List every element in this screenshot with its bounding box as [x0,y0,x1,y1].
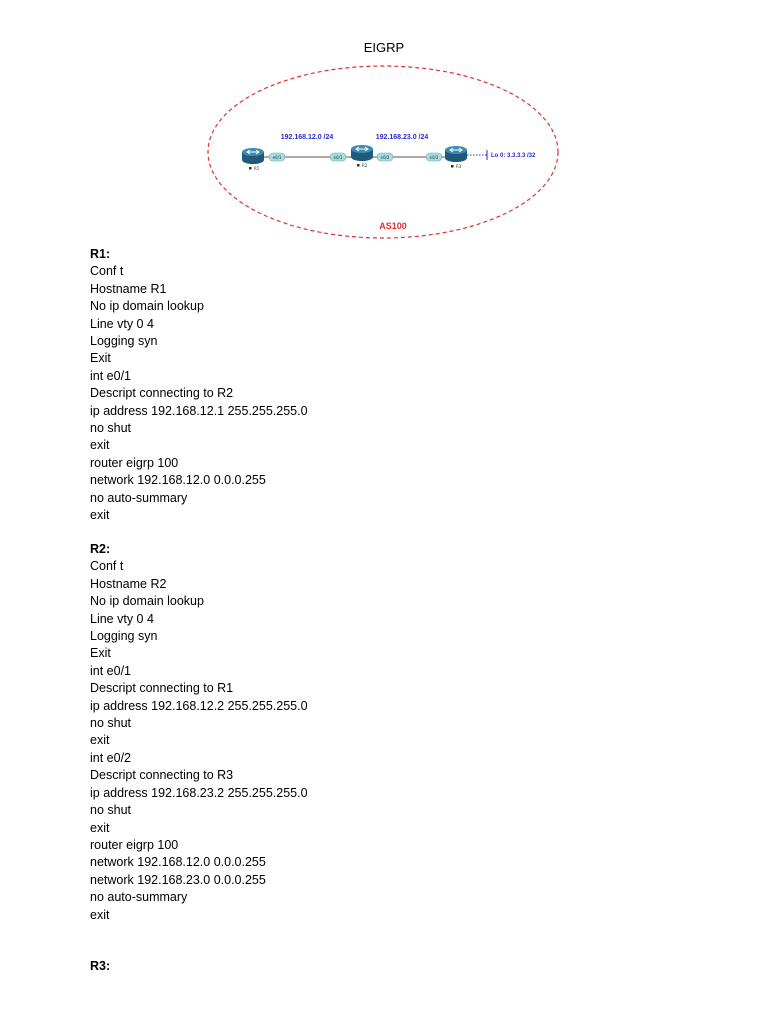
section-header-r3: R3: [90,959,111,973]
svg-text:e0/2: e0/2 [429,155,439,160]
config-line: Conf t [90,559,124,574]
router-r3-label [451,164,462,169]
config-line: exit [90,907,110,922]
r1-config-lines [90,263,590,524]
config-line: int e0/1 [90,368,132,383]
router-r1-label [249,166,260,171]
config-line: exit [90,508,110,523]
port-r3-e0-2 [426,153,442,161]
config-line: int e0/2 [90,750,132,765]
config-line: exit [90,438,110,453]
config-line: int e0/1 [90,663,132,678]
config-line: ip address 192.168.12.2 255.255.255.0 [90,698,308,713]
config-line: router eigrp 100 [90,455,179,470]
config-line: Logging syn [90,334,158,349]
network-topology-diagram [205,62,565,244]
section-header-r2: R2: [90,542,111,556]
config-line: Conf t [90,264,124,279]
config-line: no auto-summary [90,890,188,905]
config-line: exit [90,733,110,748]
network-label-right: 192.168.23.0 /24 [375,134,429,141]
svg-text:e0/1: e0/1 [333,155,343,160]
config-line: No ip domain lookup [90,594,204,609]
config-line: ip address 192.168.12.1 255.255.255.0 [90,403,308,418]
config-line: Logging syn [90,629,158,644]
config-line: network 192.168.12.0 0.0.0.255 [90,473,266,488]
config-line: Line vty 0 4 [90,316,154,331]
as-label: AS100 [379,221,407,231]
port-r2-e0-1 [330,153,346,161]
config-line: no auto-summary [90,490,188,505]
config-line: Exit [90,351,111,366]
svg-text:R3: R3 [456,164,462,169]
config-line: No ip domain lookup [90,299,204,314]
config-line: Hostname R2 [90,576,167,591]
r1-config-section [90,246,590,525]
svg-text:e0/2: e0/2 [380,155,390,160]
section-header-r1: R1: [90,247,111,261]
config-line: router eigrp 100 [90,837,179,852]
config-line: no shut [90,803,132,818]
config-line: network 192.168.12.0 0.0.0.255 [90,855,266,870]
router-r2-label [357,163,368,168]
config-line: Exit [90,646,111,661]
config-line: Descript connecting to R2 [90,386,234,401]
config-line: exit [90,820,110,835]
r3-config-section [90,958,590,975]
svg-text:e0/1: e0/1 [272,155,282,160]
r2-config-section [90,541,590,924]
config-line: Descript connecting to R1 [90,681,234,696]
router-r1-icon [242,148,264,164]
port-r2-e0-2 [377,153,393,161]
svg-text:R2: R2 [362,163,368,168]
config-line: Hostname R1 [90,281,167,296]
config-line: no shut [90,716,132,731]
page-title: EIGRP [363,40,405,55]
router-r2-icon [351,145,373,161]
config-line: Descript connecting to R3 [90,768,234,783]
config-line: network 192.168.23.0 0.0.0.255 [90,872,266,887]
r2-config-lines [90,558,590,924]
loopback-label: Lo 0: 3.3.3.3 /32 [491,153,536,159]
config-line: ip address 192.168.23.2 255.255.255.0 [90,785,308,800]
router-r3-icon [445,146,467,162]
port-r1-e0-1 [269,153,285,161]
config-line: no shut [90,421,132,436]
config-line: Line vty 0 4 [90,611,154,626]
network-label-left: 192.168.12.0 /24 [280,134,334,141]
svg-text:R1: R1 [254,166,260,171]
